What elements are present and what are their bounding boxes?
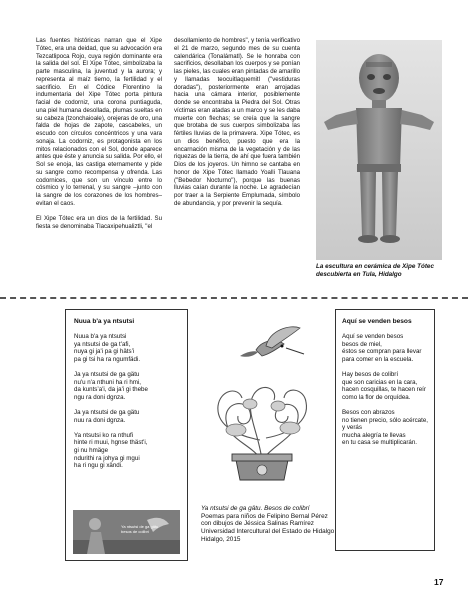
poem-line: gi nu hmäge xyxy=(74,446,109,454)
poem-line: Ja ya ntsutsi de ga gätu xyxy=(74,370,140,378)
poem-line: pa gi tsi ha ra ngumfädi. xyxy=(74,355,141,363)
poem-line: da kuntsʼa'i, da ja'i gi thebe xyxy=(74,386,148,394)
credit-line: Universidad Intercultural del Estado de Hidalgo xyxy=(201,528,335,536)
poem-line: que son caricias en la cara, xyxy=(342,378,418,386)
poem-line: ngu ra doni dgnza. xyxy=(74,393,126,401)
poem-stanza xyxy=(342,371,428,401)
poem-line: en tu casa se multiplicarán. xyxy=(342,439,417,447)
poem-line: Ja ya ntsutsi de ga gätu xyxy=(74,408,140,416)
poem-stanza xyxy=(342,333,428,363)
page-number: 17 xyxy=(434,577,444,587)
spanish-poem-title: Aquí se venden besos xyxy=(342,318,412,325)
book-title: Ya ntsutsi de ga gätu. Besos de colibrí xyxy=(201,505,310,512)
otomi-poem-title: Nuua b'a ya ntsutsi xyxy=(74,318,135,325)
book-credits xyxy=(201,505,341,544)
book-cover-title: Ya ntsutsi de ga gätu besos de colibrí xyxy=(121,524,159,534)
hummingbird-drawing xyxy=(188,310,336,486)
poem-line: nuu ra doni dgnza. xyxy=(74,416,126,424)
poem-stanza xyxy=(74,371,179,401)
poem-line: Aquí se venden besos xyxy=(342,333,404,340)
credit-line: Hidalgo, 2015 xyxy=(201,535,241,543)
poem-line: ya ntsutsi de ga t'afi, xyxy=(74,340,131,348)
poem-line: como la flor de orquídea. xyxy=(342,393,411,401)
poem-line: nuya gi ja'i pa gi hätsʼi xyxy=(74,348,135,356)
poem-line: no tienen precio, sólo acércate, xyxy=(342,416,428,424)
credit-line: Poemas para niños de Felipino Bernal Pérez xyxy=(201,512,328,520)
xipe-totec-statue-photo xyxy=(316,40,442,260)
poem-line: mucha alegría te llevas xyxy=(342,431,406,439)
poem-line: Ya ntsutsi ko ra nthufi xyxy=(74,431,134,439)
poem-line: ha ri ngu gi xändi. xyxy=(74,462,123,470)
poem-line: ndurithi ra johya gi mgui xyxy=(74,454,140,462)
poem-line: Besos con abrazos xyxy=(342,408,395,416)
spanish-poem-box xyxy=(335,309,435,551)
poem-line: Nuua b'a ya ntsutsi xyxy=(74,333,127,340)
poem-line: hinte ri muui, hgnse thäst'i, xyxy=(74,439,148,447)
poem-stanza xyxy=(342,409,428,447)
article-paragraph: Las fuentes históricas narran que el Xipe Tótec, era una deidad, que su advocación era Tezcatlipoca Rojo, cuya región dominante era la salida del sol. El Xipe Tótec, simbolizaba la parte masculina, la juventud y la aurora; y representa al maíz tierno, la fertilidad y el sacrificio. En el Códice Florentino la indumentaria del Xipe Tótec porta pintura facial de codorniz, una corona puntiaguda, una piel humana desollada, plumas sueltas en su cabeza (tzonchaioale), orejeras de oro, una falda de hojas de zapote, cascabeles, un escudo con círculos concéntricos y una vara sonaja. La codorniz, es protagonista en los mitos relacionados con el Sol, donde aparece antes que éste y anuncia su salida. Por ello, el Sol se enoja, las castiga eternamente y pide su sangre como recompensa y ofrenda. Las codornices, que son un vínculo entre lo cósmico y lo terrenal, y su sangre –junto con la sangre de los corazones de los hombres– evitan el caos. xyxy=(36,37,162,207)
hummingbird-flower-illustration xyxy=(188,310,336,486)
poem-line: Hay besos de colibrí xyxy=(342,370,399,378)
poem-stanza xyxy=(74,409,179,424)
article-column-1 xyxy=(36,37,162,231)
poem-line: éstos se compran para llevar xyxy=(342,348,422,356)
poem-line: nu'u n'a nthuni ha ri hmi, xyxy=(74,378,142,386)
statue-figure-image xyxy=(316,40,442,260)
section-divider xyxy=(0,297,468,299)
poem-stanza xyxy=(74,432,179,470)
article-column-2 xyxy=(174,37,300,208)
article-paragraph: El Xipe Tótec era un dios de la fertilidad. Su fiesta se denominaba Tlacaxipehualiztli, "el xyxy=(36,215,162,230)
photo-caption: La escultura en cerámica de Xipe Tótec descubierta en Tula, Hidalgo xyxy=(316,263,434,278)
book-cover-thumbnail xyxy=(73,510,180,554)
poem-stanza xyxy=(74,333,179,363)
credit-line: con dibujos de Jéssica Salinas Ramírez xyxy=(201,520,314,528)
otomi-poem-box xyxy=(65,309,188,561)
article-paragraph: desollamiento de hombres", y tenía verificativo el 21 de marzo, segundo mes de su cuenta calendárica (Tonalámatl). Se le honraba con sacrificios, desollaban los cuerpos y se ponían las pieles, las cuales eran pintadas de amarillo y llamadas teocuitlaquemitl ("vestiduras doradas"), posteriormente eran arrojadas hacia una cámara interior, posiblemente donde se encontraba la Piedra del Sol. Otras víctimas eran atadas a un marco y se les daba muerte con flechas; se creía que la sangre que brotaba de sus cuerpos simbolizaba las fértiles lluvias de la primavera. Xipe Tótec, es un dios benéfico, puesto que era la encarnación misma de la vegetación y de las riquezas de la tierra, de ahí que fuera también Dios de los joyeros. Un himno se cantaba en honor de Xipe Tótec llamado Yoalli Tlauana ("Bebedor Nocturno"), porque las buenas lluvias caían durante la noche. Le agradecían por traer a la Serpiente Emplumada, símbolo de abundancia, y por prevenir la sequía. xyxy=(174,37,301,207)
poem-line: besos de miel, xyxy=(342,340,382,348)
poem-line: hacen cosquillas, te hacen reír xyxy=(342,386,426,394)
poem-line: y verás xyxy=(342,424,362,432)
poem-line: para comer en la escuela. xyxy=(342,355,414,363)
